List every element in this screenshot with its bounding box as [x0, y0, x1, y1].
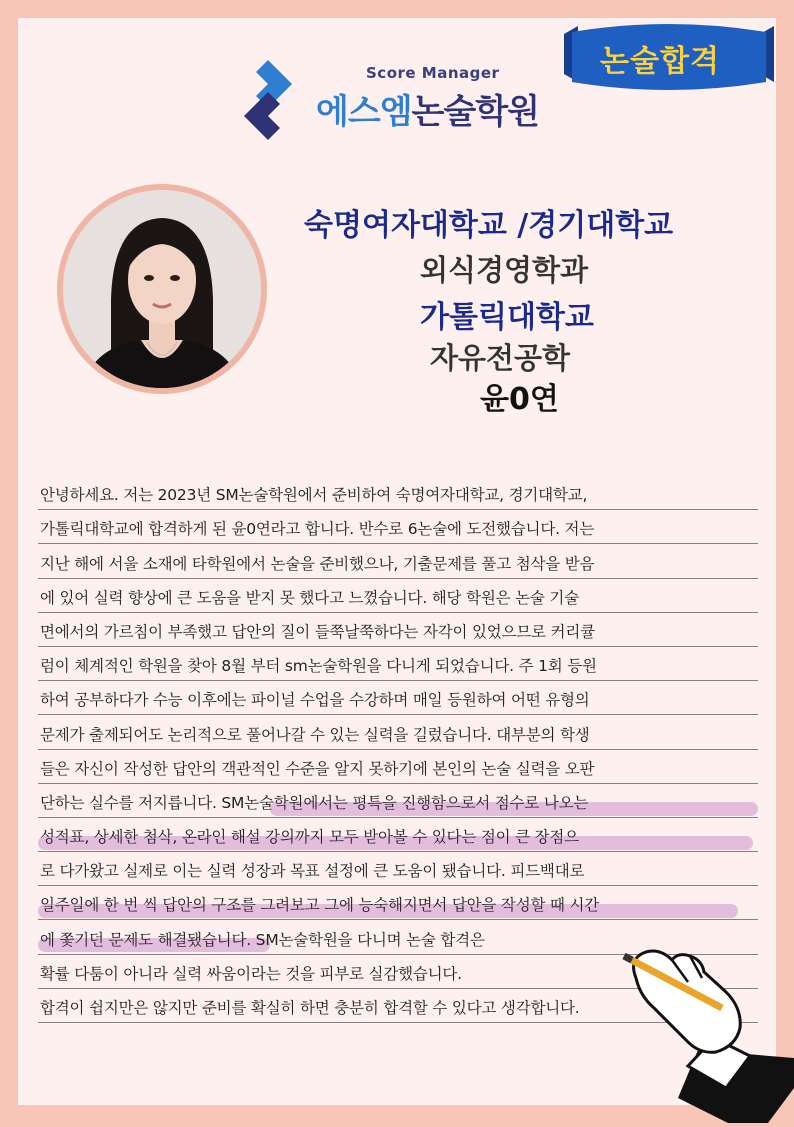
letter-line: 일주일에 한 번 씩 답안의 구조를 그려보고 그에 능숙해지면서 답안을 작성할 때 시간 — [38, 886, 758, 920]
logo-subtitle: Score Manager — [366, 64, 500, 82]
letter-line: 럼이 체계적인 학원을 찾아 8월 부터 sm논술학원을 다니게 되었습니다. 주 1회 등원 — [38, 647, 758, 681]
major-1-title: 외식경영학과 — [420, 253, 589, 287]
letter-line: 에 있어 실력 향상에 큰 도움을 받지 못 했다고 느꼈습니다. 해당 학원은 논술 기술 — [38, 579, 758, 613]
letter-line: 지난 해에 서울 소재에 타학원에서 논술을 준비했으나, 기출문제를 풀고 첨삭을 받음 — [38, 544, 758, 578]
letter-line: 문제가 출제되어도 논리적으로 풀어나갈 수 있는 실력을 길렀습니다. 대부분의 학생 — [38, 715, 758, 749]
student-portrait-icon — [63, 190, 261, 388]
logo-name — [316, 84, 539, 133]
student-photo — [57, 184, 267, 394]
letter-line: 가톨릭대학교에 합격하게 된 윤0연라고 합니다. 반수로 6논술에 도전했습니다. 저는 — [38, 510, 758, 544]
letter-line: 하여 공부하다가 수능 이후에는 파이널 수업을 수강하며 매일 등원하여 어떤 유형의 — [38, 681, 758, 715]
academy-logo — [226, 58, 556, 142]
letter-line: 단하는 실수를 저지릅니다. SM논술학원에서는 평특을 진행함으로서 점수로 나오는 — [38, 784, 758, 818]
logo-name-part2: 논술학원 — [411, 92, 539, 132]
pass-badge-label: 논술합격 — [600, 44, 720, 79]
student-name: 윤0연 — [480, 382, 559, 417]
letter-line: 에 쫓기던 문제도 해결됐습니다. SM논술학원을 다니며 논술 합격은 — [38, 920, 758, 954]
university-1-title: 숙명여자대학교 /경기대학교 — [304, 208, 674, 243]
writing-hand-icon — [618, 938, 794, 1127]
pass-badge — [564, 22, 774, 96]
major-2-title: 자유전공학 — [430, 341, 571, 375]
logo-name-part1: 에스엠 — [316, 92, 412, 132]
letter-line: 들은 자신이 작성한 답안의 객관적인 수준을 알지 못하기에 본인의 논술 실력을 오판 — [38, 750, 758, 784]
letter-line: 안녕하세요. 저는 2023년 SM논술학원에서 준비하여 숙명여자대학교, 경기대학교, — [38, 476, 758, 510]
letter-line: 합격이 쉽지만은 않지만 준비를 확실히 하면 충분히 합격할 수 있다고 생각합니다. — [38, 989, 758, 1023]
letter-line: 면에서의 가르침이 부족했고 답안의 질이 들쭉날쭉하다는 자각이 있었으므로 커리큘 — [38, 613, 758, 647]
letter-line: 확률 다툼이 아니라 실력 싸움이라는 것을 피부로 실감했습니다. — [38, 955, 758, 989]
letter-line: 성적표, 상세한 첨삭, 온라인 해설 강의까지 모두 받아볼 수 있다는 점이 큰 장점으 — [38, 818, 758, 852]
university-2-title: 가톨릭대학교 — [420, 300, 594, 335]
letter-line: 로 다가왔고 실제로 이는 실력 성장과 목표 설정에 큰 도움이 됐습니다. 피드백대로 — [38, 852, 758, 886]
logo-mark-icon — [226, 58, 310, 142]
